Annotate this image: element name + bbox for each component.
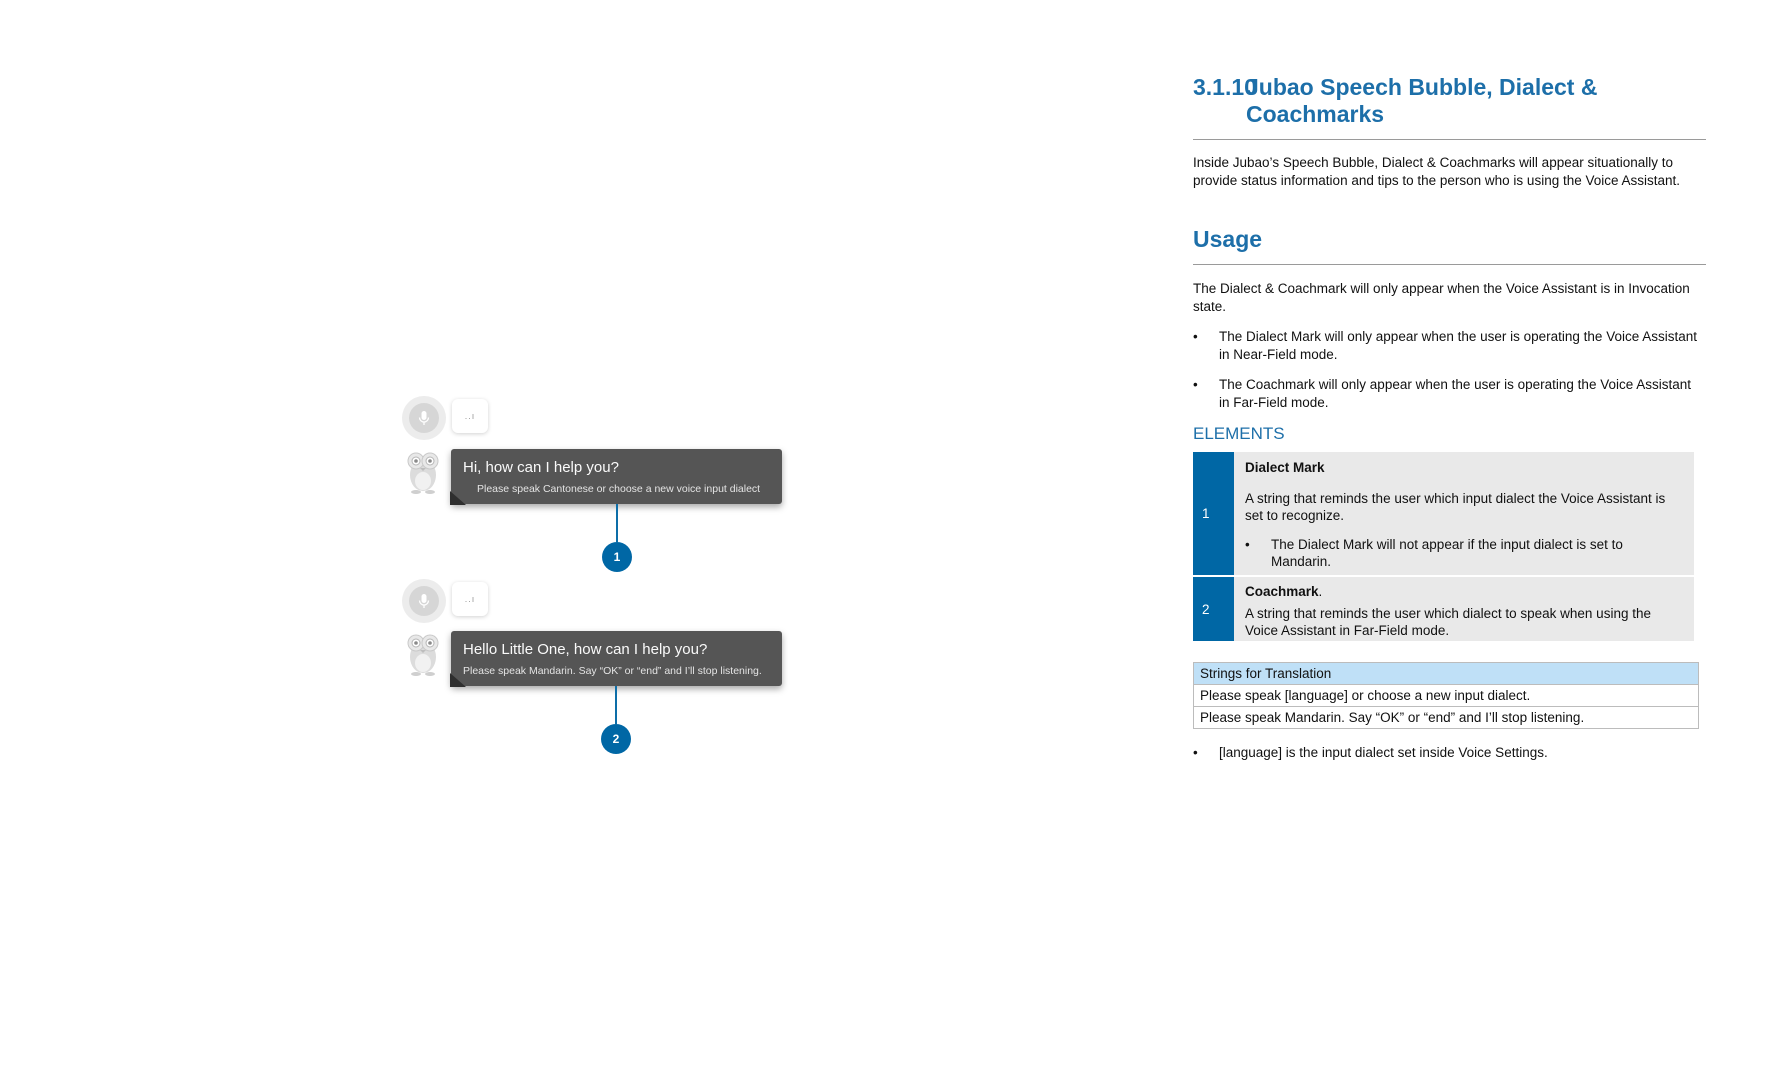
- section-title-line1: Jubao Speech Bubble, Dialect &: [1246, 74, 1598, 100]
- bullet-icon: •: [1245, 537, 1250, 552]
- bullet-icon: •: [1193, 377, 1198, 392]
- table-header-cell: Strings for Translation: [1194, 663, 1699, 685]
- divider: [1193, 264, 1706, 265]
- callout-line: [615, 686, 617, 724]
- table-row: [1194, 707, 1699, 729]
- callout-line: [616, 504, 618, 542]
- listening-dots-icon: ..ı: [464, 411, 476, 421]
- dialect-mark-text: Please speak Cantonese or choose a new voice input dialect: [477, 483, 761, 495]
- microphone-button[interactable]: [402, 579, 446, 623]
- element-row: [1193, 452, 1694, 575]
- jubao-mascot-icon: [403, 629, 443, 677]
- strings-table: [1193, 662, 1699, 729]
- usage-paragraph: The Dialect & Coachmark will only appear when the Voice Assistant is in Invocation state.: [1193, 281, 1690, 314]
- element-title-suffix: .: [1318, 584, 1323, 599]
- section-title-line2: Coachmarks: [1246, 101, 1385, 127]
- microphone-icon: [409, 403, 439, 433]
- callout-marker: 2: [601, 724, 631, 754]
- element-title: [1245, 583, 1686, 600]
- bullet-icon: •: [1193, 329, 1198, 344]
- table-cell: Please speak [language] or choose a new input dialect.: [1194, 685, 1699, 707]
- listening-indicator-bubble: [452, 399, 488, 433]
- divider: [1193, 139, 1706, 140]
- element-title-text: Coachmark: [1245, 584, 1319, 599]
- listening-dots-icon: ..ı: [464, 594, 476, 604]
- element-bullet-text: The Dialect Mark will not appear if the input dialect is set to Mandarin.: [1271, 537, 1623, 569]
- element-number: 1: [1193, 452, 1234, 575]
- usage-bullet-text: The Dialect Mark will only appear when the user is operating the Voice Assistant in Near-Field mode.: [1219, 329, 1697, 362]
- section-title: [1193, 74, 1708, 128]
- element-row: [1193, 577, 1694, 641]
- table-cell: Please speak Mandarin. Say “OK” or “end” and I’ll stop listening.: [1194, 707, 1699, 729]
- usage-heading: Usage: [1193, 226, 1263, 252]
- usage-bullet-text: The Coachmark will only appear when the user is operating the Voice Assistant in Far-Field mode.: [1219, 377, 1692, 410]
- speech-bubble-main-text: Hello Little One, how can I help you?: [463, 641, 708, 658]
- table-header-row: [1194, 663, 1699, 685]
- listening-indicator-bubble: [452, 582, 488, 616]
- microphone-button[interactable]: [402, 396, 446, 440]
- element-title: Dialect Mark: [1245, 460, 1325, 475]
- microphone-icon: [409, 586, 439, 616]
- element-number: 2: [1193, 577, 1234, 641]
- elements-heading: ELEMENTS: [1193, 424, 1285, 443]
- jubao-mascot-icon: [403, 447, 443, 495]
- callout-marker: 1: [602, 542, 632, 572]
- table-row: [1194, 685, 1699, 707]
- section-number: 3.1.10: [1193, 74, 1257, 100]
- speech-bubble-dialect-mark: [451, 449, 782, 504]
- element-description: A string that reminds the user which dialect to speak when using the Voice Assistant in Far-Field mode.: [1245, 606, 1651, 638]
- intro-paragraph: Inside Jubao’s Speech Bubble, Dialect & Coachmarks will appear situationally to provide status information and tips to the person who is using the Voice Assistant.: [1193, 155, 1681, 188]
- bullet-icon: •: [1193, 745, 1198, 760]
- footnote-text: [language] is the input dialect set inside Voice Settings.: [1219, 745, 1548, 760]
- element-description: A string that reminds the user which input dialect the Voice Assistant is set to recognize.: [1245, 491, 1666, 523]
- speech-bubble-coachmark: [451, 631, 782, 686]
- speech-bubble-main-text: Hi, how can I help you?: [463, 459, 619, 476]
- coachmark-text: Please speak Mandarin. Say “OK” or “end” and I’ll stop listening.: [463, 665, 762, 677]
